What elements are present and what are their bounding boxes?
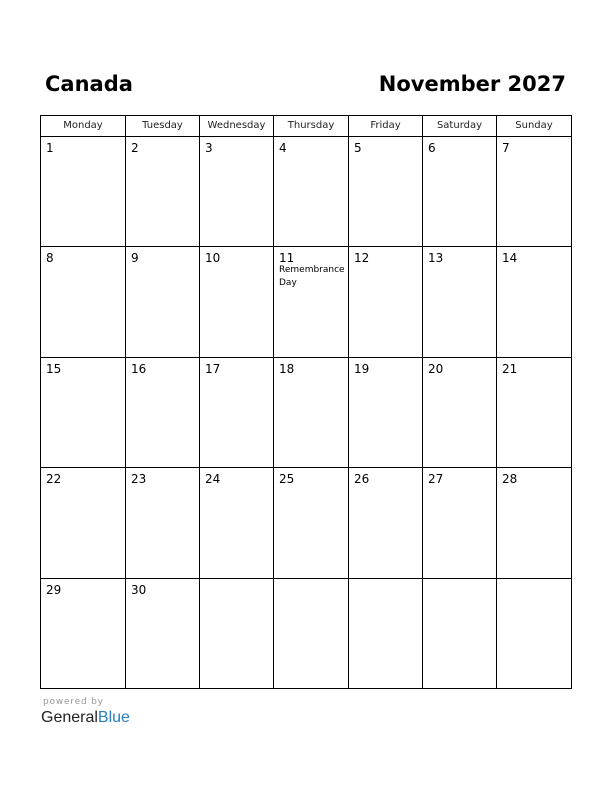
weekday-header [497,116,571,136]
day-cell [274,137,349,246]
day-cell [497,468,571,577]
day-number: 26 [354,472,370,487]
day-cell [41,579,126,689]
calendar-grid [40,115,572,689]
day-number: 7 [502,141,510,155]
day-cell [497,358,571,467]
day-cell-empty [423,579,497,689]
weekday-header-row [41,116,571,137]
day-number: 21 [502,361,518,376]
brand-general-text: General [41,709,98,726]
day-number: 14 [502,251,518,266]
day-cell [200,358,274,467]
weekday-label: Sunday [515,120,553,131]
day-cell [423,137,497,246]
day-cell [126,468,200,577]
day-number: 22 [46,472,62,487]
weekday-header [423,116,497,136]
day-cell [126,579,200,689]
day-number: 3 [205,141,213,155]
weekday-label: Saturday [436,120,483,131]
week-row-5 [41,579,571,689]
day-cell [349,137,423,246]
powered-by-text: powered by [43,697,104,707]
day-cell [349,358,423,467]
weekday-header [200,116,274,136]
day-cell-empty [274,579,349,689]
day-cell [274,468,349,577]
weekday-header [126,116,200,136]
day-number: 15 [46,361,62,376]
day-cell [200,137,274,246]
weekday-label: Tuesday [142,120,183,131]
weekday-label: Monday [63,120,103,131]
day-cell [126,137,200,246]
day-cell [41,358,126,467]
day-cell [126,358,200,467]
day-cell-empty [200,579,274,689]
day-number: 4 [279,141,287,155]
day-number: 23 [131,472,147,487]
day-cell [497,247,571,356]
weekday-header [41,116,126,136]
day-cell [423,468,497,577]
day-number: 1 [46,141,54,155]
day-cell [497,137,571,246]
day-number: 17 [205,361,221,376]
day-cell [200,247,274,356]
day-cell [274,358,349,467]
day-number: 2 [131,141,139,155]
day-number: 24 [205,472,221,487]
week-row-1 [41,137,571,247]
weekday-label: Wednesday [207,120,266,131]
generalblue-logo[interactable] [41,708,130,728]
day-number: 16 [131,361,147,376]
day-cell-holiday [274,247,349,356]
day-cell [423,247,497,356]
day-number: 5 [354,141,362,155]
header-country: Canada [45,72,133,96]
day-cell [200,468,274,577]
day-number: 10 [205,251,221,266]
day-number: 30 [131,582,147,597]
weekday-label: Thursday [287,120,335,131]
day-cell [349,468,423,577]
day-number: 6 [428,141,436,155]
day-number: 27 [428,472,444,487]
day-number: 18 [279,361,295,376]
brand-blue-text: Blue [97,709,130,726]
day-number: 28 [502,472,518,487]
week-row-4 [41,468,571,578]
day-number: 12 [354,251,370,266]
header-month-year: November 2027 [378,72,566,96]
day-cell [41,468,126,577]
weekday-header [274,116,349,136]
day-cell [41,247,126,356]
weekday-label: Friday [370,120,401,131]
day-number: 9 [131,251,139,266]
day-number: 19 [354,361,370,376]
day-cell [126,247,200,356]
day-number: 20 [428,361,444,376]
holiday-label: Remembrance Day [279,265,345,289]
day-number: 11 [279,251,295,266]
day-number: 8 [46,251,54,266]
day-number: 29 [46,582,62,597]
week-row-2 [41,247,571,357]
day-cell-empty [349,579,423,689]
weekday-header [349,116,423,136]
day-number: 25 [279,472,295,487]
day-cell-empty [497,579,571,689]
week-row-3 [41,358,571,468]
day-cell [41,137,126,246]
day-cell [349,247,423,356]
day-cell [423,358,497,467]
day-number: 13 [428,251,444,266]
